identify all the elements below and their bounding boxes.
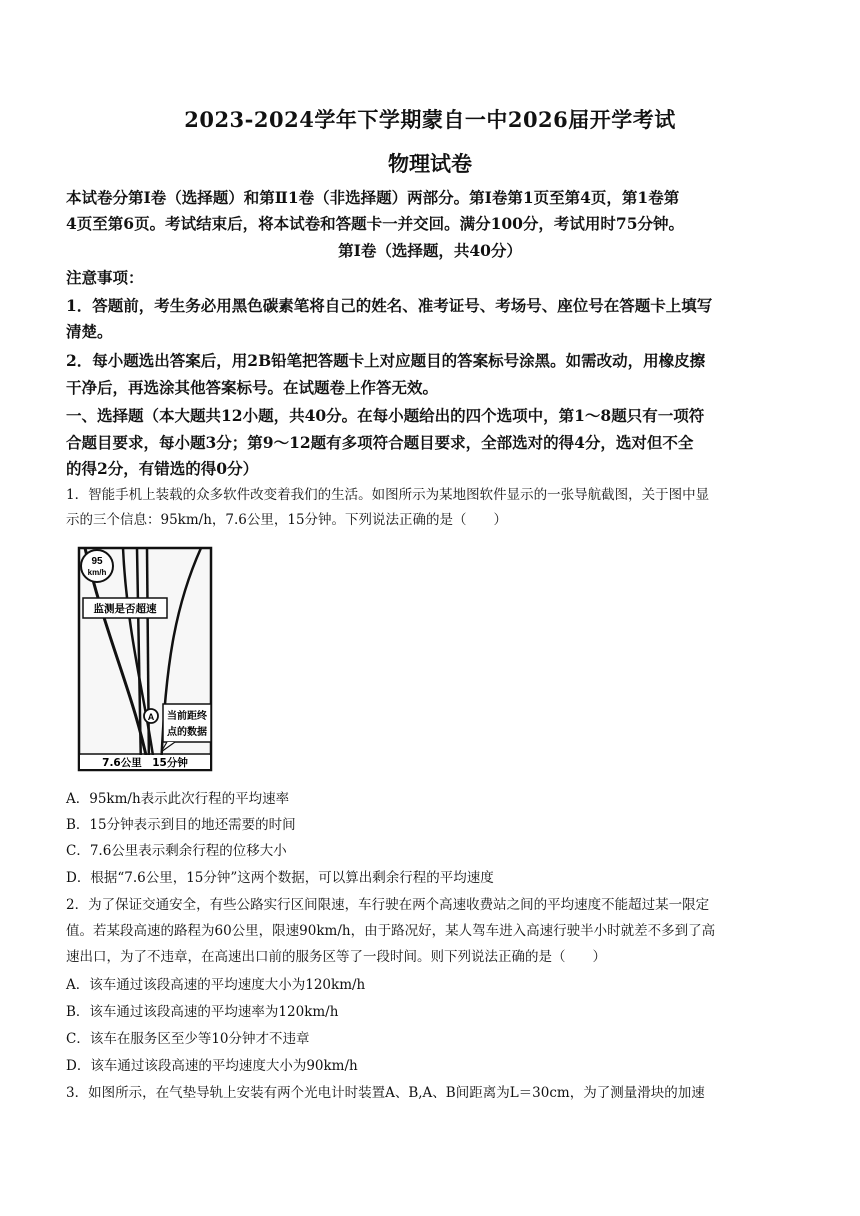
note-2-line-2: 干净后，再选涂其他答案标号。在试题卷上作答无效。: [66, 378, 439, 397]
note-2-line-1: 2．每小题选出答案后，用2B铅笔把答题卡上对应题目的答案标号涂黑。如需改动，用橡皮擦: [66, 351, 706, 370]
q1-option-a: A．95km/h表示此次行程的平均速率: [66, 791, 290, 807]
q1-line-2: 示的三个信息：95km/h，7.6公里，15分钟。下列说法正确的是（ ）: [66, 512, 508, 528]
location-marker-letter: A: [147, 712, 155, 722]
notes-heading: 注意事项：: [66, 268, 144, 287]
q2-line-2: 值。若某段高速的路程为60公里，限速90km/h，由于路况好，某人驾车进入高速行驶半小时就差不多到了高: [66, 923, 716, 939]
speed-value: 95: [91, 556, 103, 567]
exam-title: 2023-2024学年下学期蒙自一中2026届开学考试: [184, 107, 676, 132]
q1-option-c: C．7.6公里表示剩余行程的位移大小: [66, 843, 287, 859]
part1-line-1: 一、选择题（本大题共12小题，共40分。在每小题给出的四个选项中，第1～8题只有一项符: [66, 406, 705, 425]
distance-callout-line-1: 当前距终: [167, 711, 207, 722]
q2-option-c: C．该车在服务区至少等10分钟才不违章: [66, 1031, 310, 1047]
trip-info-text: 7.6公里 15分钟: [102, 757, 188, 769]
q3-line-1: 3．如图所示，在气垫导轨上安装有两个光电计时装置A、B,A、B间距离为L＝30cm，为了测量滑块的加速: [66, 1085, 705, 1101]
trip-info-bar: [79, 754, 211, 769]
overspeed-callout: [83, 598, 167, 618]
section-heading: 第Ⅰ卷（选择题，共40分）: [338, 241, 522, 260]
intro-line-1: 本试卷分第Ⅰ卷（选择题）和第Ⅱ1卷（非选择题）两部分。第Ⅰ卷第1页至第4页，第1卷第: [66, 188, 680, 207]
distance-callout-line-2: 点的数据: [167, 727, 207, 738]
part1-line-2: 合题目要求，每小题3分；第9～12题有多项符合题目要求，全部选对的得4分，选对但不全: [66, 433, 694, 452]
speed-limit-badge: [81, 550, 113, 582]
exam-subtitle: 物理试卷: [388, 151, 472, 176]
note-1-line-2: 清楚。: [66, 322, 113, 341]
q2-line-1: 2．为了保证交通安全，有些公路实行区间限速，车行驶在两个高速收费站之间的平均速度不能超过某一限定: [66, 897, 710, 913]
navigation-map-figure: [75, 546, 215, 776]
q2-option-b: B．该车通过该段高速的平均速率为120km/h: [66, 1004, 339, 1020]
q1-line-1: 1．智能手机上装载的众多软件改变着我们的生活。如图所示为某地图软件显示的一张导航截图，关于图中显: [66, 487, 710, 503]
speed-unit: km/h: [87, 568, 107, 577]
intro-line-2: 4页至第6页。考试结束后，将本试卷和答题卡一并交回。满分100分，考试用时75分钟。: [66, 214, 684, 233]
note-1-line-1: 1．答题前，考生务必用黑色碳素笔将自己的姓名、准考证号、考场号、座位号在答题卡上填写: [66, 296, 713, 315]
q1-option-b: B．15分钟表示到目的地还需要的时间: [66, 817, 296, 833]
overspeed-label: 监测是否超速: [93, 603, 157, 615]
q2-option-a: A．该车通过该段高速的平均速度大小为120km/h: [66, 977, 366, 993]
q1-option-d: D．根据“7.6公里，15分钟”这两个数据，可以算出剩余行程的平均速度: [66, 870, 494, 886]
q2-line-3: 速出口，为了不违章，在高速出口前的服务区等了一段时间。则下列说法正确的是（ ）: [66, 949, 606, 965]
q2-option-d: D．该车通过该段高速的平均速度大小为90km/h: [66, 1058, 358, 1074]
location-arrow-icon: [144, 709, 158, 723]
part1-line-3: 的得2分，有错选的得0分）: [66, 459, 259, 478]
